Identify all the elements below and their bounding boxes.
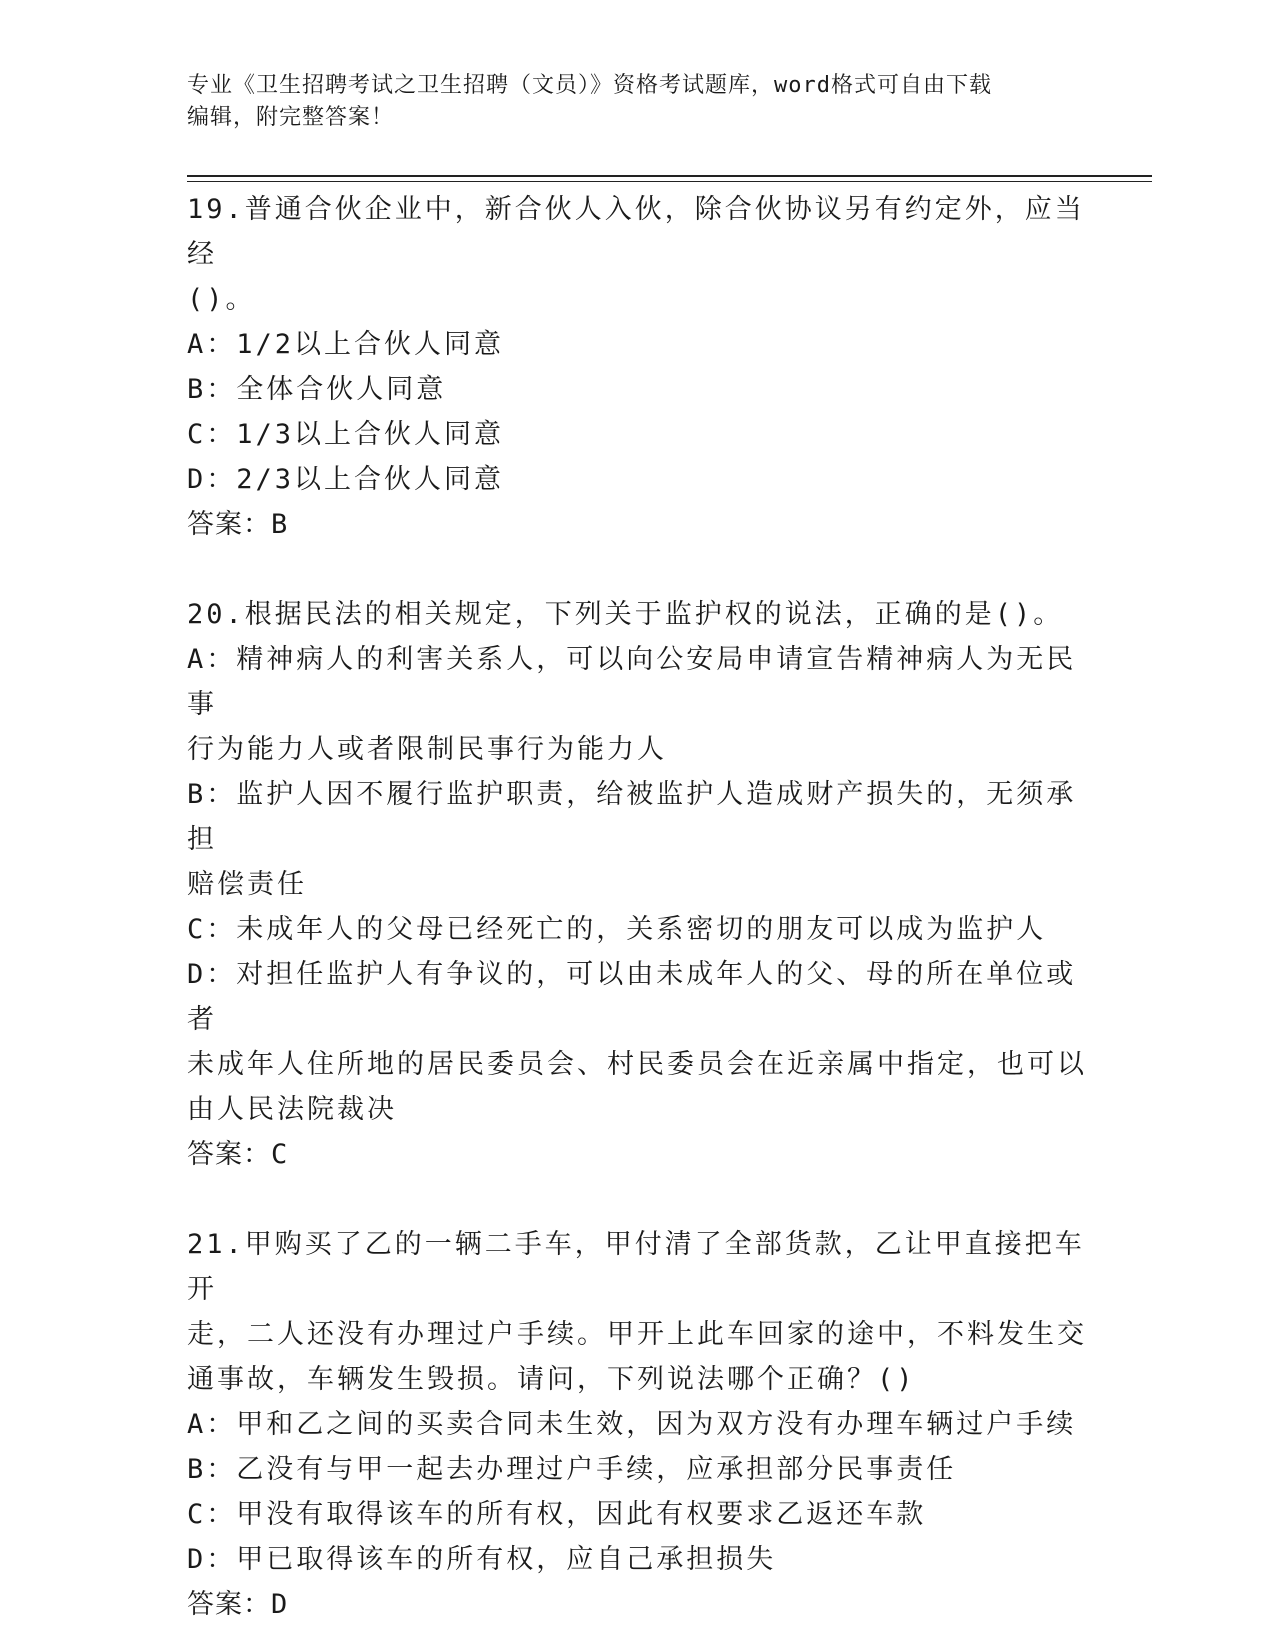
option-c: C：甲没有取得该车的所有权，因此有权要求乙返还车款 [187, 1499, 927, 1530]
option-b: B：全体合伙人同意 [187, 374, 447, 405]
option-b: B：监护人因不履行监护职责，给被监护人造成财产损失的，无须承担 [187, 779, 1077, 855]
answer-line: 答案：C [187, 1139, 289, 1170]
option-d: D：对担任监护人有争议的，可以由未成年人的父、母的所在单位或者 [187, 959, 1077, 1035]
question-stem-line: ()。 [187, 284, 256, 315]
question-stem-line: 走，二人还没有办理过户手续。甲开上此车回家的途中，不料发生交 [187, 1319, 1087, 1350]
question-list [187, 187, 1092, 1627]
option-d: D：甲已取得该车的所有权，应自己承担损失 [187, 1544, 777, 1575]
question-spacer [187, 1177, 1092, 1222]
header-divider-thin [187, 181, 1152, 182]
question-stem-line: 21.甲购买了乙的一辆二手车，甲付清了全部货款，乙让甲直接把车开 [187, 1229, 1085, 1305]
header-line-2: 编辑，附完整答案！ [187, 105, 395, 130]
option-a: A：1/2以上合伙人同意 [187, 329, 505, 360]
question-19 [187, 187, 1092, 547]
option-c: C：未成年人的父母已经死亡的，关系密切的朋友可以成为监护人 [187, 914, 1047, 945]
option-a-continued: 行为能力人或者限制民事行为能力人 [187, 734, 667, 765]
question-stem-line: 通事故，车辆发生毁损。请问，下列说法哪个正确？() [187, 1364, 916, 1395]
option-a: A：精神病人的利害关系人，可以向公安局申请宣告精神病人为无民事 [187, 644, 1077, 720]
option-b-continued: 赔偿责任 [187, 869, 307, 900]
question-20 [187, 592, 1092, 1177]
option-d-continued: 未成年人住所地的居民委员会、村民委员会在近亲属中指定，也可以 [187, 1049, 1087, 1080]
option-c: C：1/3以上合伙人同意 [187, 419, 505, 450]
option-d: D：2/3以上合伙人同意 [187, 464, 505, 495]
header-divider-thick [187, 175, 1152, 177]
question-stem-line: 20.根据民法的相关规定，下列关于监护权的说法，正确的是()。 [187, 599, 1064, 630]
header-line-1: 专业《卫生招聘考试之卫生招聘（文员）》资格考试题库，word格式可自由下载 [187, 73, 992, 98]
option-d-continued: 由人民法院裁决 [187, 1094, 397, 1125]
answer-line: 答案：D [187, 1589, 289, 1620]
question-spacer [187, 547, 1092, 592]
question-21 [187, 1222, 1092, 1627]
option-b: B：乙没有与甲一起去办理过户手续，应承担部分民事责任 [187, 1454, 957, 1485]
answer-line: 答案：B [187, 509, 289, 540]
option-a: A：甲和乙之间的买卖合同未生效，因为双方没有办理车辆过户手续 [187, 1409, 1077, 1440]
document-header [187, 70, 1067, 134]
question-stem-line: 19.普通合伙企业中，新合伙人入伙，除合伙协议另有约定外，应当经 [187, 194, 1085, 270]
